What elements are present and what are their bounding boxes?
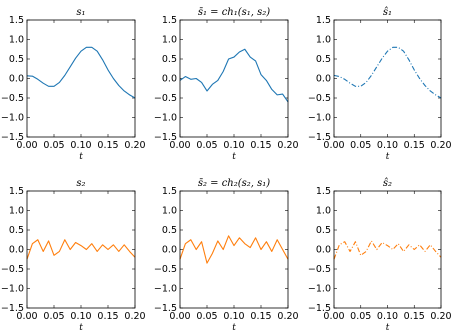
y-tick-label: −1.0 [0,112,24,124]
x-axis-label: t [232,323,236,333]
y-tick-label: 0.5 [315,225,331,237]
y-tick-label: 1.0 [315,205,331,217]
x-tick-label: 0.15 [97,311,119,322]
x-tick-label: 0.05 [350,311,372,322]
x-tick-label: 0.15 [97,140,119,151]
x-tick-label: 0.00 [323,311,345,322]
x-tick-label: 0.15 [403,311,425,322]
y-tick-label: −0.5 [0,264,24,276]
y-tick-label: −1.0 [307,283,331,295]
x-tick-label: 0.10 [223,140,245,151]
axes-frame [27,191,135,308]
axes-frame [334,191,441,308]
x-tick-label: 0.05 [196,140,218,151]
y-tick-label: 0.0 [161,73,177,85]
y-tick-label: −1.5 [0,303,24,315]
y-tick-label: −1.5 [307,303,331,315]
subplot-2 [154,7,299,162]
y-tick-label: 0.0 [315,244,331,256]
y-tick-label: 0.0 [315,73,331,85]
y-tick-label: −0.5 [153,264,177,276]
x-axis-label: t [79,152,83,162]
subplot-5 [154,178,299,333]
x-tick-label: 0.00 [323,140,345,151]
y-tick-label: 1.5 [8,15,24,27]
x-tick-label: 0.20 [124,311,146,322]
x-tick-label: 0.00 [16,140,38,151]
x-tick-label: 0.10 [223,311,245,322]
x-axis-label: t [232,152,236,162]
y-tick-label: −0.5 [307,264,331,276]
y-tick-label: −1.0 [153,283,177,295]
y-tick-label: 0.5 [8,54,24,66]
subplot-3 [308,7,452,162]
subplot-title: ŝ₁ [382,7,393,18]
axes-frame [27,20,135,137]
x-tick-label: 0.10 [376,311,399,322]
y-tick-label: 0.0 [161,244,177,256]
y-tick-label: −0.5 [0,93,24,105]
x-tick-label: 0.20 [277,140,299,151]
series-line-1 [27,47,135,98]
x-tick-label: 0.10 [70,140,92,151]
y-tick-label: 1.5 [8,186,24,198]
subplot-title: s̄₁ = ch₁(s₁, s₂) [197,7,271,18]
subplot-title: s₁ [76,7,86,18]
y-tick-label: 1.5 [161,186,177,198]
x-tick-label: 0.20 [124,140,146,151]
y-tick-label: −1.0 [153,112,177,124]
x-tick-label: 0.00 [169,311,191,322]
x-tick-label: 0.20 [430,140,452,151]
subplot-1 [1,7,146,162]
x-tick-label: 0.20 [277,311,299,322]
series-line-1 [334,47,441,98]
y-tick-label: 1.5 [315,186,331,198]
y-tick-label: −0.5 [307,93,331,105]
y-tick-label: 0.0 [8,73,24,85]
y-tick-label: 1.5 [315,15,331,27]
axes-frame [334,20,441,137]
y-tick-label: 1.5 [161,15,177,27]
series-line-1 [27,240,135,260]
x-tick-label: 0.20 [430,311,452,322]
x-tick-label: 0.15 [250,311,272,322]
subplot-title: ŝ₂ [382,178,393,189]
y-tick-label: 0.5 [8,225,24,237]
x-axis-label: t [385,152,390,162]
y-tick-label: −1.5 [307,132,331,144]
x-tick-label: 0.10 [70,311,92,322]
y-tick-label: 1.0 [8,34,24,46]
y-tick-label: −1.0 [0,283,24,295]
y-tick-label: −1.5 [153,303,177,315]
x-tick-label: 0.05 [350,140,372,151]
subplot-title: s₂ [76,178,86,189]
y-tick-label: 0.5 [315,54,331,66]
y-tick-label: −1.0 [307,112,331,124]
subplot-4 [1,178,146,333]
y-tick-label: 0.0 [8,244,24,256]
series-line-1 [180,236,288,263]
subplot-6 [308,178,452,333]
y-tick-label: −1.5 [153,132,177,144]
x-tick-label: 0.10 [376,140,399,151]
x-tick-label: 0.05 [43,311,65,322]
y-tick-label: 1.0 [161,34,177,46]
series-line-1 [334,241,441,259]
y-tick-label: 1.0 [161,205,177,217]
y-tick-label: −0.5 [153,93,177,105]
subplot-title: s̄₂ = ch₂(s₂, s₁) [197,178,271,189]
x-tick-label: 0.00 [16,311,38,322]
y-tick-label: −1.5 [0,132,24,144]
x-tick-label: 0.15 [403,140,425,151]
x-tick-label: 0.05 [43,140,65,151]
x-tick-label: 0.05 [196,311,218,322]
x-axis-label: t [385,323,390,333]
x-tick-label: 0.00 [169,140,191,151]
series-line-1 [180,49,288,102]
x-tick-label: 0.15 [250,140,272,151]
y-tick-label: 0.5 [161,225,177,237]
y-tick-label: 1.0 [8,205,24,217]
y-tick-label: 1.0 [315,34,331,46]
y-tick-label: 0.5 [161,54,177,66]
x-axis-label: t [79,323,83,333]
